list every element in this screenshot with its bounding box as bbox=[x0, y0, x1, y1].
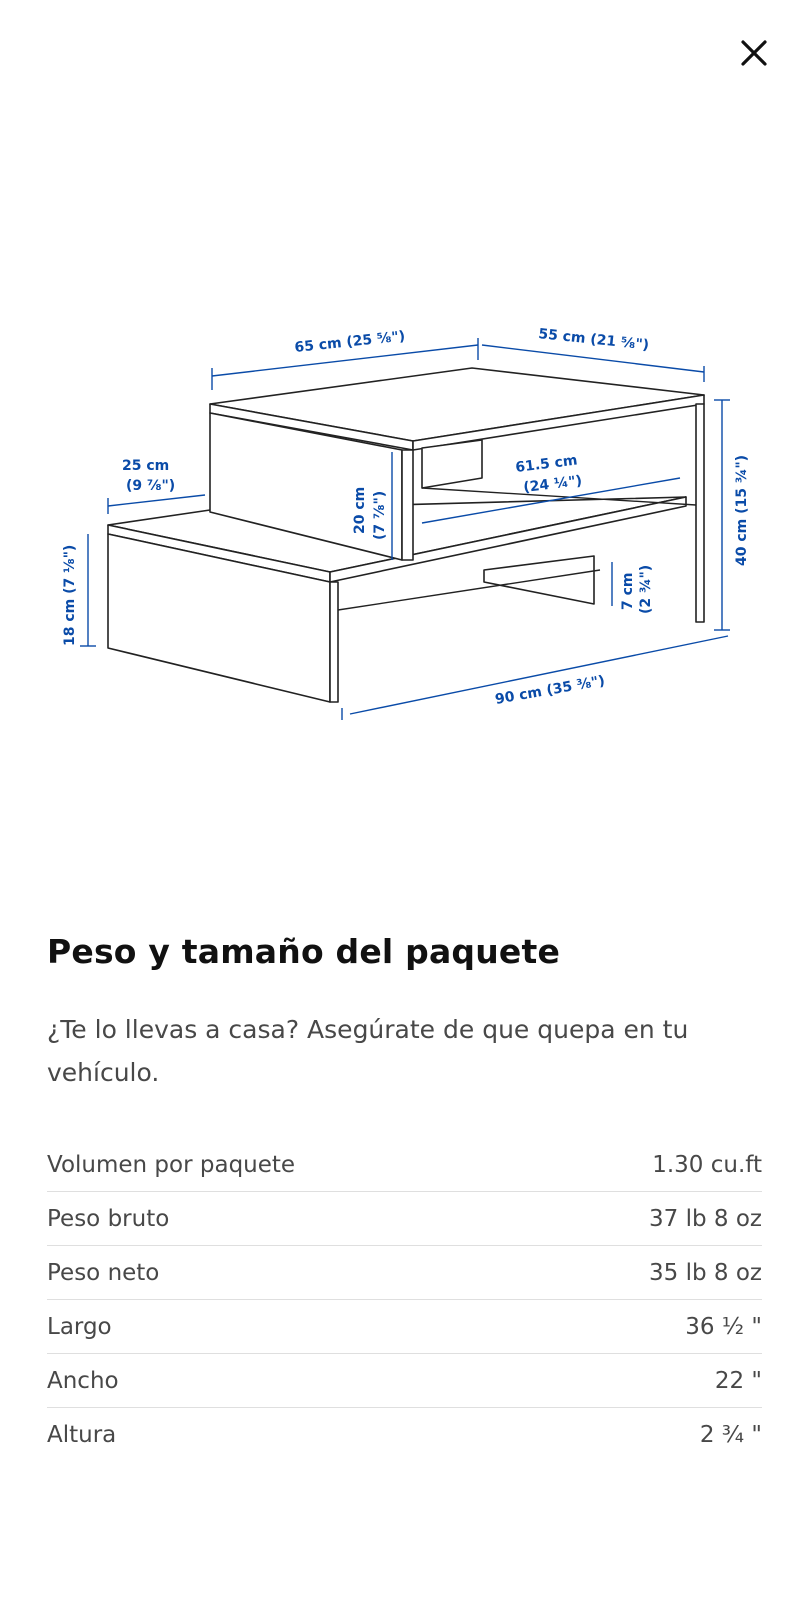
spec-value: 1.30 cu.ft bbox=[652, 1151, 762, 1178]
spec-value: 36 ½ " bbox=[685, 1313, 762, 1340]
dimension-top-width: 65 cm (25 ⅝") bbox=[293, 328, 406, 356]
close-button[interactable] bbox=[737, 36, 771, 70]
dimensions-diagram bbox=[40, 300, 760, 730]
spec-value: 2 ¾ " bbox=[699, 1421, 762, 1448]
dimension-upper-shelf-cm: 61.5 cm bbox=[514, 452, 579, 476]
right-leg bbox=[696, 404, 704, 622]
spec-value: 35 lb 8 oz bbox=[649, 1259, 762, 1286]
dimension-low-gap-cm: 7 cm bbox=[620, 572, 636, 610]
dimension-total-length: 90 cm (35 ⅜") bbox=[493, 672, 607, 708]
furniture-drawing bbox=[40, 300, 760, 730]
dimension-step-depth-cm: 25 cm bbox=[122, 458, 170, 474]
dimension-upper-gap-in: (7 ⅞") bbox=[372, 490, 388, 540]
close-icon bbox=[740, 39, 768, 67]
spec-label: Ancho bbox=[47, 1367, 119, 1394]
spec-row-length bbox=[47, 1300, 762, 1354]
dimension-top-depth: 55 cm (21 ⅝") bbox=[537, 326, 650, 354]
spec-label: Peso neto bbox=[47, 1259, 160, 1286]
spec-value: 37 lb 8 oz bbox=[649, 1205, 762, 1232]
spec-label: Peso bruto bbox=[47, 1205, 170, 1232]
section-title: Peso y tamaño del paquete bbox=[47, 932, 561, 971]
spec-row-gross-weight bbox=[47, 1192, 762, 1246]
dimension-upper-gap-cm: 20 cm bbox=[352, 486, 368, 534]
spec-row-net-weight bbox=[47, 1246, 762, 1300]
spec-row-height bbox=[47, 1408, 762, 1461]
package-specs-list bbox=[47, 1138, 762, 1461]
spec-label: Volumen por paquete bbox=[47, 1151, 296, 1178]
spec-row-width bbox=[47, 1354, 762, 1408]
spec-label: Largo bbox=[47, 1313, 112, 1340]
dimension-total-height: 40 cm (15 ¾") bbox=[734, 454, 750, 566]
spec-row-volume bbox=[47, 1138, 762, 1192]
dimension-upper-shelf-in: (24 ¼") bbox=[522, 472, 584, 496]
dimension-step-depth-in: (9 ⅞") bbox=[126, 478, 176, 494]
dimension-low-gap-in: (2 ¾") bbox=[638, 564, 654, 614]
spec-label: Altura bbox=[47, 1421, 117, 1448]
spec-value: 22 " bbox=[714, 1367, 762, 1394]
dimension-low-height: 18 cm (7 ⅛") bbox=[62, 544, 78, 646]
section-description: ¿Te lo llevas a casa? Asegúrate de que quepa en tu vehículo. bbox=[47, 1015, 689, 1087]
